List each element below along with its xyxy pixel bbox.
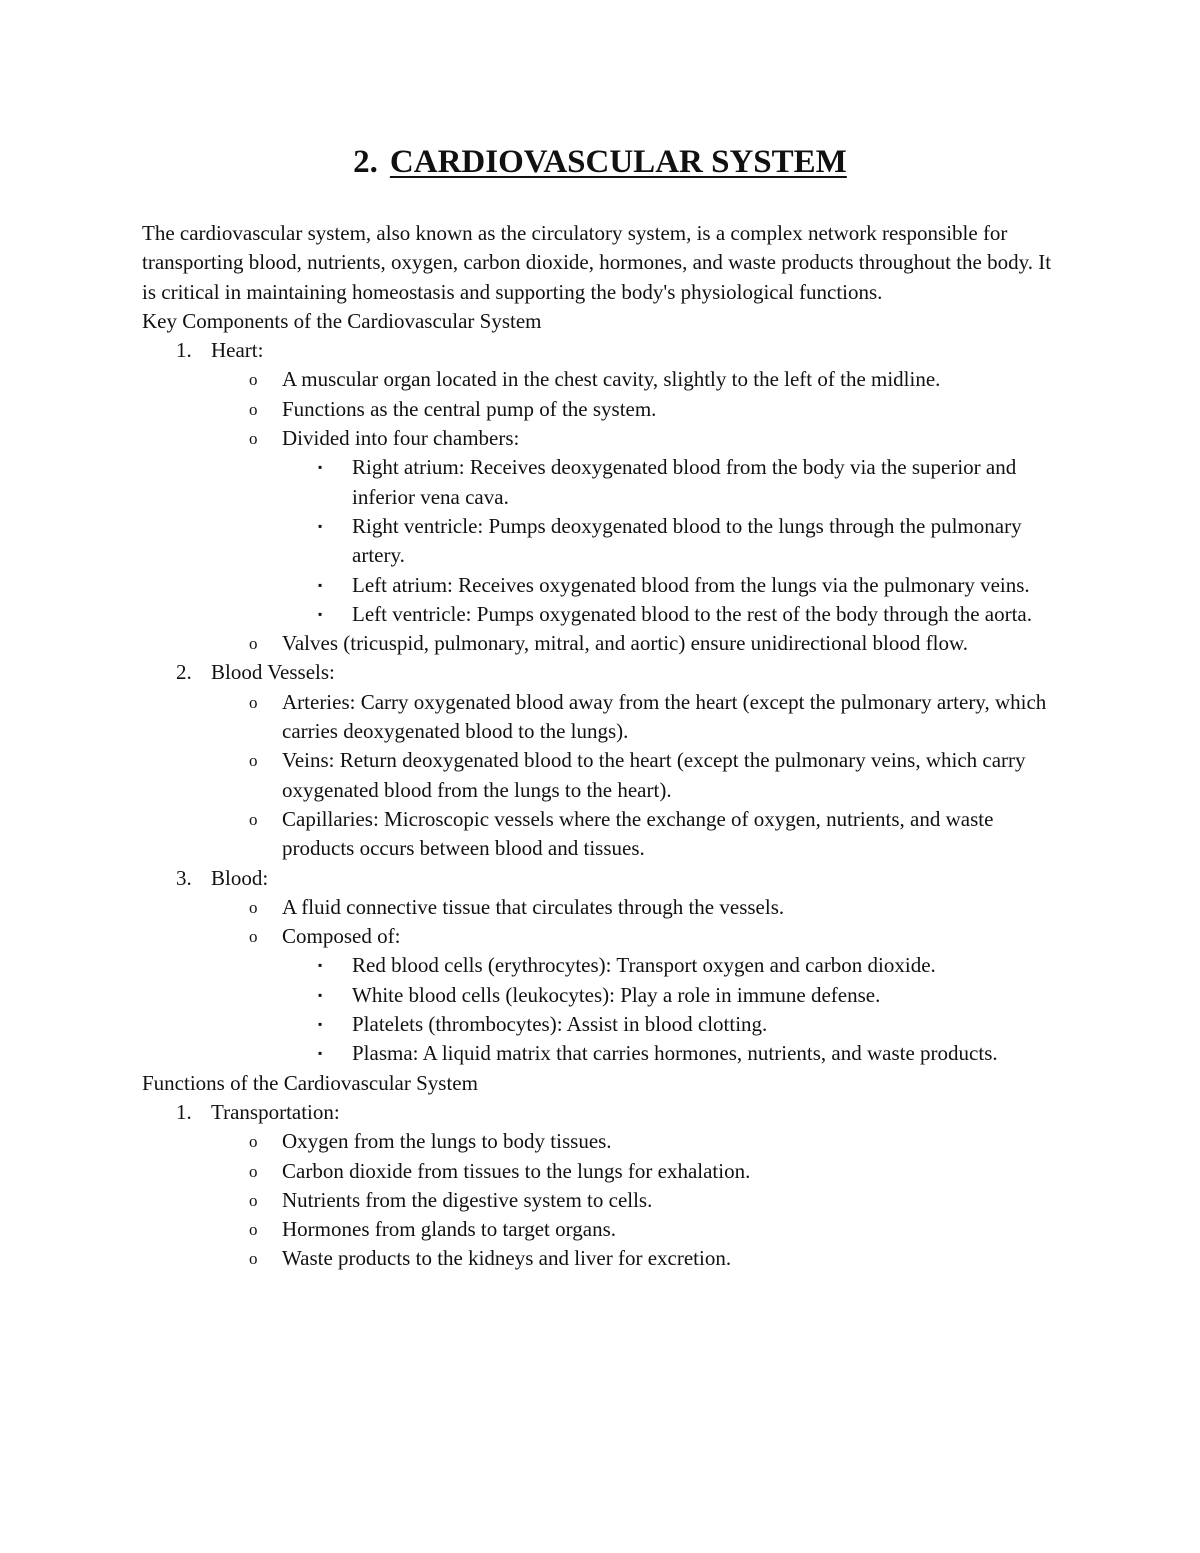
sub-list-item-marker: o	[249, 399, 258, 419]
sub-sub-list-item-text: White blood cells (leukocytes): Play a role in immune defense.	[352, 982, 881, 1007]
sub-sub-list-item-text: Platelets (thrombocytes): Assist in blood clotting.	[352, 1012, 768, 1037]
sub-list-item-text: A muscular organ located in the chest cavity, slightly to the left of the midline.	[282, 367, 941, 392]
sub-list-item-text: Functions as the central pump of the system.	[282, 396, 657, 421]
section-heading: Functions of the Cardiovascular System	[142, 1070, 478, 1095]
sub-list-item	[142, 1186, 1062, 1215]
sub-list-item-text: Nutrients from the digestive system to cells.	[282, 1187, 653, 1212]
sub-list-item	[142, 629, 1062, 658]
sub-list-item-text: A fluid connective tissue that circulates through the vessels.	[282, 894, 785, 919]
sub-sub-list-item-marker: ▪	[318, 577, 323, 592]
sub-sub-list-item	[142, 453, 1062, 512]
sub-list-item	[142, 922, 1062, 951]
sub-list-item-text: Valves (tricuspid, pulmonary, mitral, and aortic) ensure unidirectional blood flow.	[282, 631, 969, 656]
sub-list-item-text: Composed of:	[282, 924, 401, 949]
sub-sub-list-item-text: Left atrium: Receives oxygenated blood from the lungs via the pulmonary veins.	[352, 572, 1030, 597]
sub-list-item-text: Divided into four chambers:	[282, 426, 520, 451]
sub-list-item-marker: o	[249, 634, 258, 654]
sub-sub-list-item	[142, 1039, 1062, 1068]
list-item-text: Blood Vessels:	[211, 660, 335, 685]
sections-container	[142, 307, 1062, 1274]
list-item-marker: 3.	[176, 865, 192, 890]
sub-list-item-marker: o	[249, 897, 258, 917]
list-item-text: Transportation:	[211, 1099, 340, 1124]
sub-sub-list-item-marker: ▪	[318, 460, 323, 475]
sub-list-item-marker: o	[249, 927, 258, 947]
list-item-text: Heart:	[211, 338, 264, 363]
sub-sub-list-item	[142, 571, 1062, 600]
sub-list-item	[142, 1127, 1062, 1156]
sub-list-item-text: Waste products to the kidneys and liver for excretion.	[282, 1246, 732, 1271]
list-item	[142, 658, 1062, 687]
sub-list-item	[142, 746, 1062, 805]
sub-list-item	[142, 1157, 1062, 1186]
sub-list-item-text: Hormones from glands to target organs.	[282, 1217, 617, 1242]
intro-paragraph: The cardiovascular system, also known as the circulatory system, is a complex network responsible for transporting blood, nutrients, oxygen, carbon dioxide, hormones, and waste products throughout the body. It is critical in maintaining homeostasis and supporting the body's physiological functions.	[142, 221, 1052, 304]
sub-list-item	[142, 1244, 1062, 1273]
sub-sub-list-item-marker: ▪	[318, 1017, 323, 1032]
sub-sub-list-item-marker: ▪	[318, 1046, 323, 1061]
list-item-marker: 2.	[176, 660, 192, 685]
sub-sub-list-item-text: Red blood cells (erythrocytes): Transport oxygen and carbon dioxide.	[352, 953, 936, 978]
sub-list-item-text: Capillaries: Microscopic vessels where the exchange of oxygen, nutrients, and waste products occurs between blood and tissues.	[282, 806, 994, 861]
sub-sub-list-item	[142, 600, 1062, 629]
sub-list-item	[142, 395, 1062, 424]
sub-sub-list-item-text: Right ventricle: Pumps deoxygenated blood to the lungs through the pulmonary artery.	[352, 513, 1022, 568]
sub-sub-list-item	[142, 1010, 1062, 1039]
sub-list-item-marker: o	[249, 692, 258, 712]
sub-sub-list-item-marker: ▪	[318, 518, 323, 533]
sub-list-item-text: Veins: Return deoxygenated blood to the heart (except the pulmonary veins, which carry oxygenated blood from the lungs to the heart).	[282, 748, 1026, 802]
list-item-marker: 1.	[176, 338, 192, 363]
sub-list-item	[142, 893, 1062, 922]
section-heading: Key Components of the Cardiovascular System	[142, 308, 542, 333]
sub-list-item	[142, 1215, 1062, 1244]
sub-sub-list-item-marker: ▪	[318, 987, 323, 1002]
sub-sub-list-item-text: Left ventricle: Pumps oxygenated blood to the rest of the body through the aorta.	[352, 601, 1032, 626]
sub-list-item-marker: o	[249, 1249, 258, 1269]
sub-sub-list-item-marker: ▪	[318, 958, 323, 973]
sub-sub-list-item-text: Plasma: A liquid matrix that carries hormones, nutrients, and waste products.	[352, 1041, 998, 1066]
title-text: CARDIOVASCULAR SYSTEM	[389, 144, 847, 180]
list-item	[142, 1098, 1062, 1127]
sub-list-item-text: Oxygen from the lungs to body tissues.	[282, 1129, 612, 1154]
sub-list-item-marker: o	[249, 429, 258, 449]
sub-list-item-text: Carbon dioxide from tissues to the lungs for exhalation.	[282, 1158, 751, 1183]
sub-list-item	[142, 424, 1062, 453]
list-item-marker: 1.	[176, 1099, 192, 1124]
sub-list-item-marker: o	[249, 751, 258, 771]
page-title	[0, 140, 1200, 184]
list-item	[142, 336, 1062, 365]
sub-sub-list-item	[142, 512, 1062, 571]
sub-list-item-text: Arteries: Carry oxygenated blood away from the heart (except the pulmonary artery, which carries deoxygenated blood to the lungs).	[282, 689, 1047, 744]
sub-list-item-marker: o	[249, 1161, 258, 1181]
sub-sub-list-item	[142, 951, 1062, 980]
list-item-text: Blood:	[211, 865, 269, 890]
sub-list-item-marker: o	[249, 370, 258, 390]
list-item	[142, 864, 1062, 893]
sub-sub-list-item	[142, 981, 1062, 1010]
sub-list-item-marker: o	[249, 1190, 258, 1210]
sub-list-item	[142, 365, 1062, 394]
sub-list-item	[142, 688, 1062, 747]
sub-list-item-marker: o	[249, 1220, 258, 1240]
sub-sub-list-item-marker: ▪	[318, 606, 323, 621]
document-body	[142, 219, 1062, 1274]
sub-list-item-marker: o	[249, 1132, 258, 1152]
title-number: 2.	[353, 144, 378, 180]
sub-list-item	[142, 805, 1062, 864]
sub-sub-list-item-text: Right atrium: Receives deoxygenated blood from the body via the superior and inferior vena cava.	[352, 455, 1017, 509]
sub-list-item-marker: o	[249, 809, 258, 829]
